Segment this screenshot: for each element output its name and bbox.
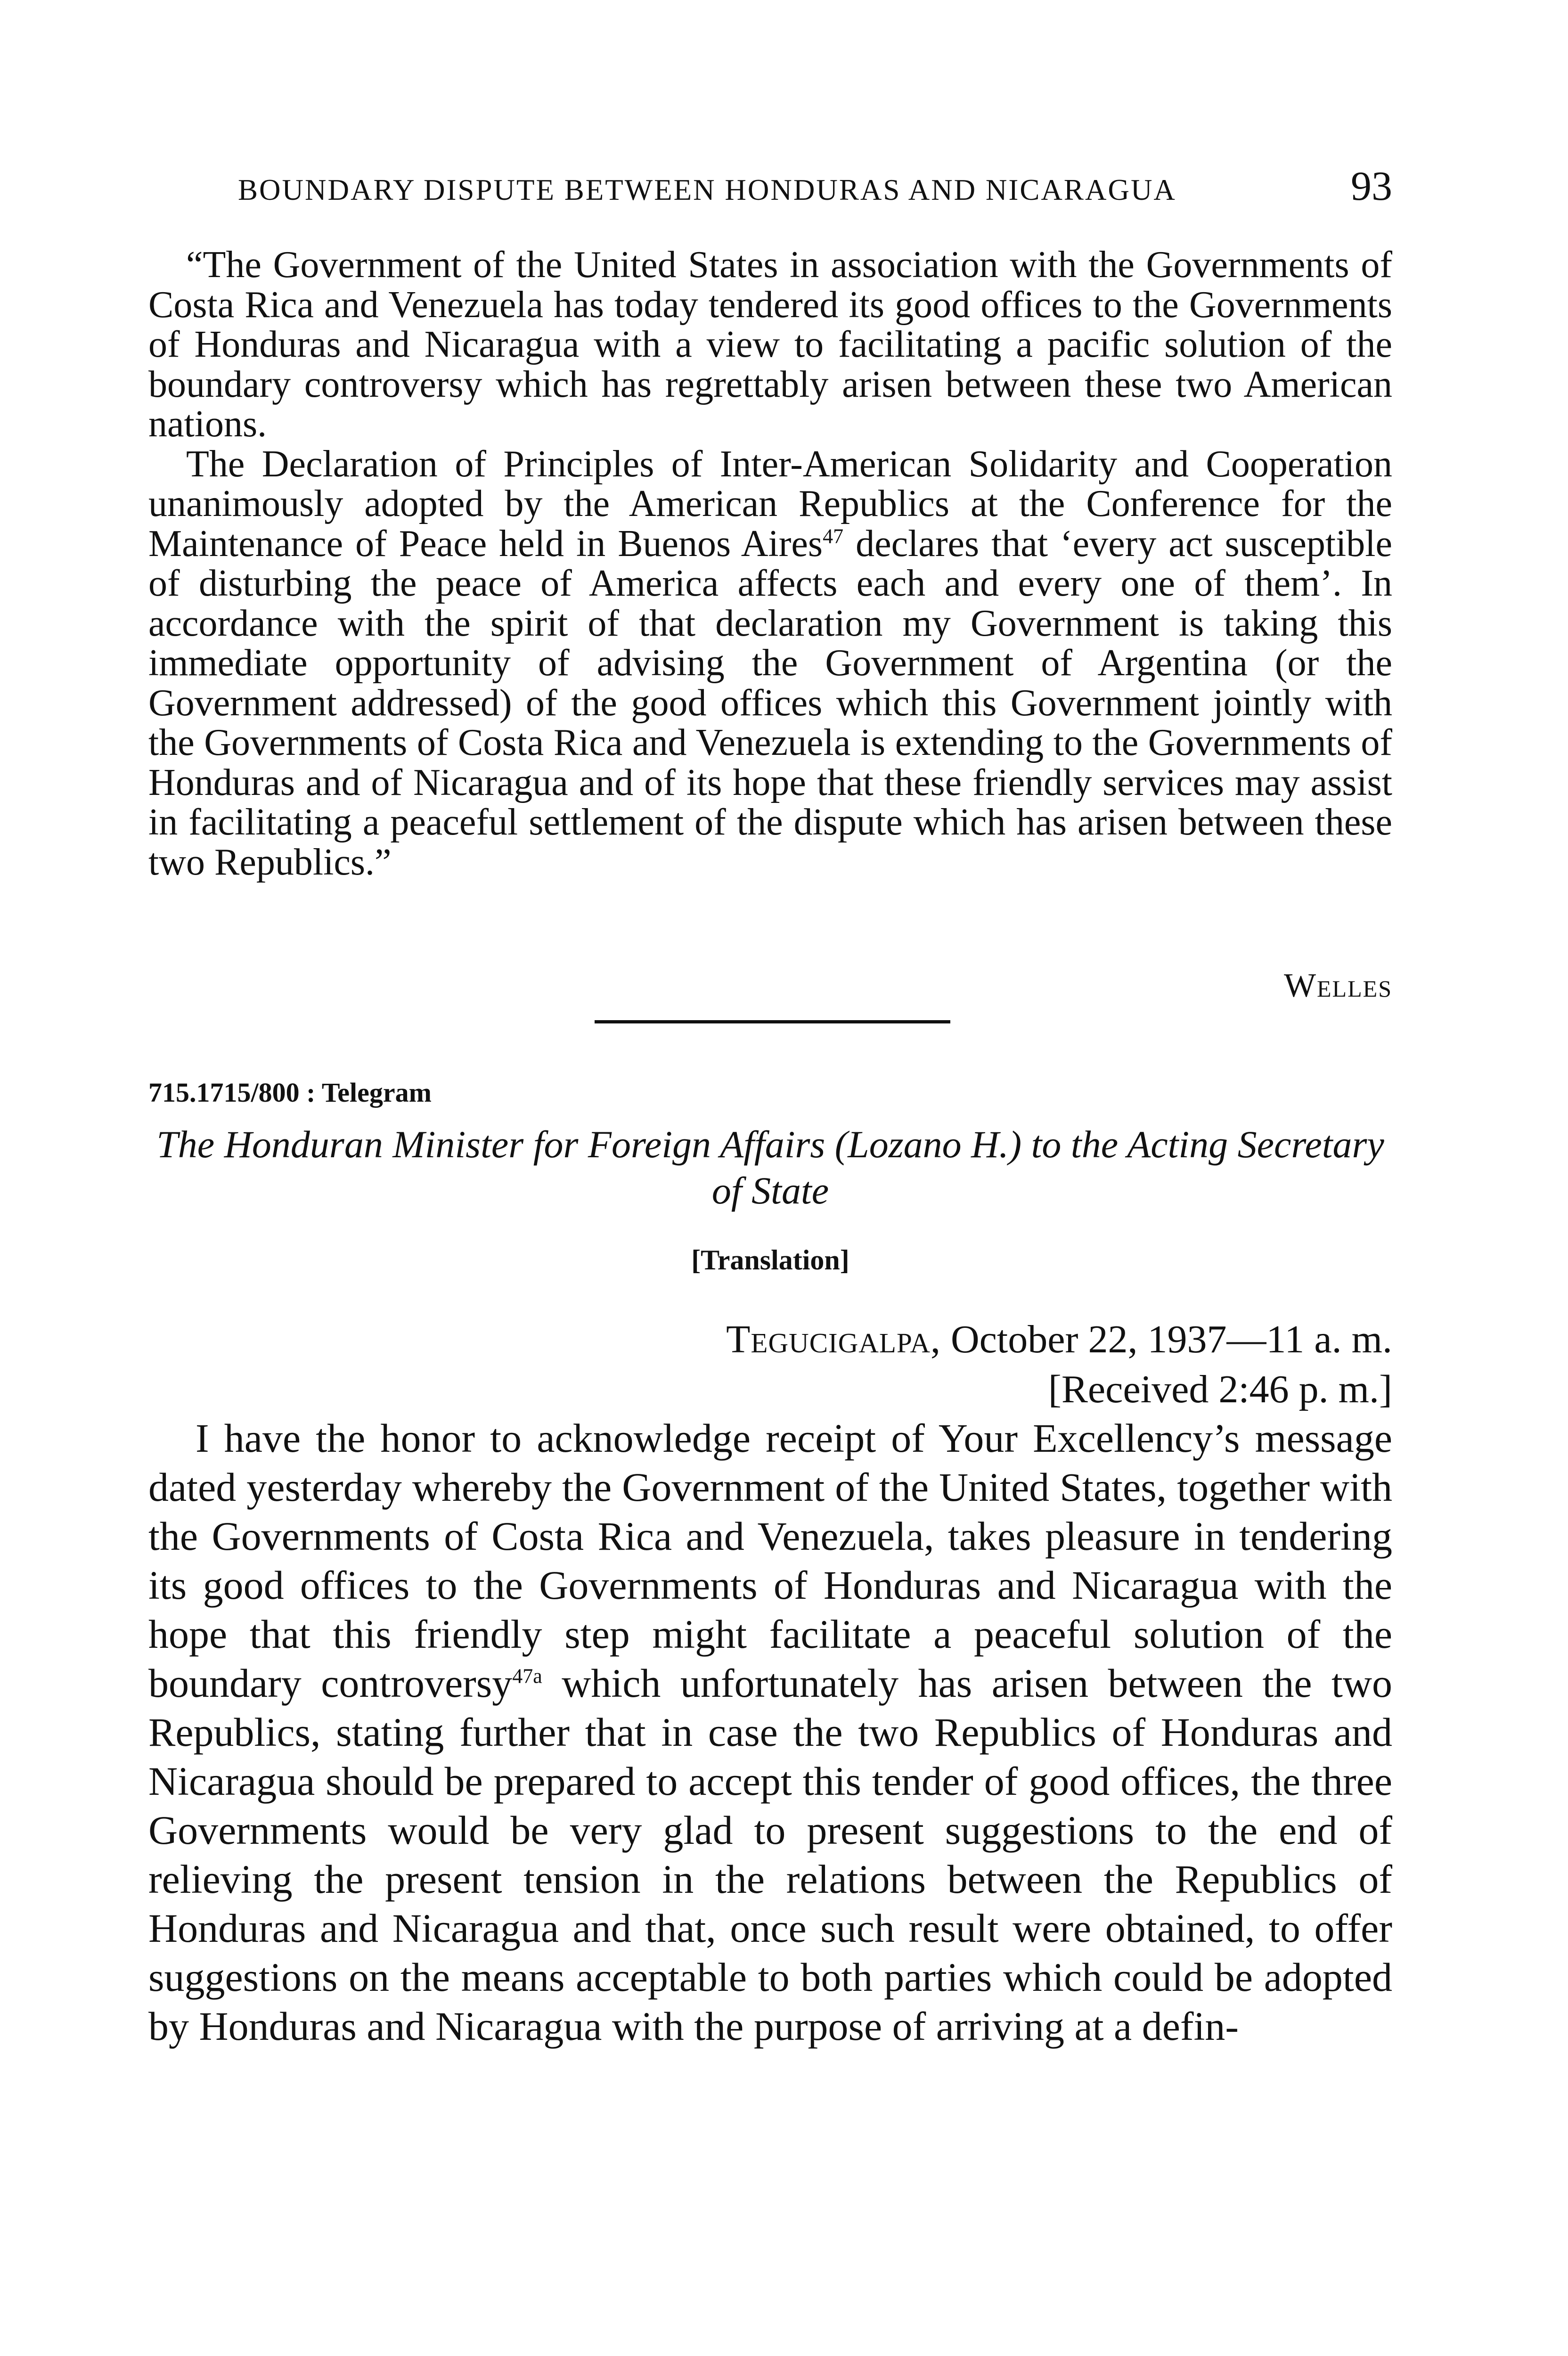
file-reference: 715.1715/800 : Telegram (148, 1077, 432, 1108)
section-divider (595, 1020, 950, 1023)
body-paragraph (148, 1414, 1392, 2051)
quoted-message (148, 245, 1392, 882)
body-text-1: I have the honor to acknowledge receipt of Your Excellency’s message dated yesterday whereby the Government of the United States, together with the Governments of Costa Rica and Venezuela, takes pleasure in tendering its good offices to the Governments of Honduras and Nicaragua with the hope that this friendly step might facilitate a peaceful solution of the boundary controversy (148, 1415, 1392, 1706)
page-number: 93 (1351, 164, 1392, 209)
dateline-date: October 22, 1937—11 a. m. (950, 1317, 1392, 1361)
dateline-place: Tegucigalpa, (726, 1317, 941, 1361)
dateline (726, 1315, 1392, 1415)
dateline-received: [Received 2:46 p. m.] (1048, 1367, 1392, 1411)
quote-paragraph-2-text: The Declaration of Principles of Inter-American Solidarity and Cooperation unanimously adopted by the American Republics at the Conference for the Maintenance of Peace held in Buenos Aires (148, 443, 1392, 564)
document-title: The Honduran Minister for Foreign Affairs (Lozano H.) to the Acting Secretary of State (156, 1123, 1384, 1212)
page-header (238, 163, 1392, 214)
quote-paragraph-2-cont: declares that ‘every act susceptible of disturbing the peace of America affects each and every one of them’. In accordance with the spirit of that declaration my Government is taking this immediate opportunity of advising the Government of Argentina (or the Government addressed) of the good offices which this Government jointly with the Governments of Costa Rica and Venezuela is extending to the Governments of Honduras and of Nicaragua and of its hope that these friendly services may assist in facilitating a peaceful settlement of the dispute which has arisen between these two Republics.” (148, 523, 1393, 883)
signature-welles: Welles (1284, 966, 1392, 1004)
quote-paragraph-2 (148, 444, 1392, 883)
body-text-2: which unfortunately has arisen between the two Republics, stating further that in case the two Republics of Honduras and Nicaragua should be prepared to accept this tender of good offices, the three Governments would be very glad to present suggestions to the end of relieving the present tension in the relations between the Republics of Honduras and Nicaragua and that, once such result were obtained, to offer suggestions on the means acceptable to both parties which could be adopted by Honduras and Nicaragua with the purpose of arriving at a defin- (148, 1661, 1393, 2049)
telegram-body (148, 1414, 1392, 2051)
dateline-sent (726, 1315, 1392, 1365)
translation-note: [Translation] (691, 1244, 849, 1276)
footnote-ref-47a: 47a (512, 1664, 542, 1688)
running-head: BOUNDARY DISPUTE BETWEEN HONDURAS AND NICARAGUA (238, 173, 1176, 206)
footnote-ref-47: 47 (823, 524, 844, 548)
quote-paragraph-1: “The Government of the United States in association with the Governments of Costa Rica and Venezuela has today tendered its good offices to the Governments of Honduras and Nicaragua with a view to facilitating a pacific solution of the boundary controversy which has regrettably arisen between these two American nations. (148, 244, 1392, 445)
